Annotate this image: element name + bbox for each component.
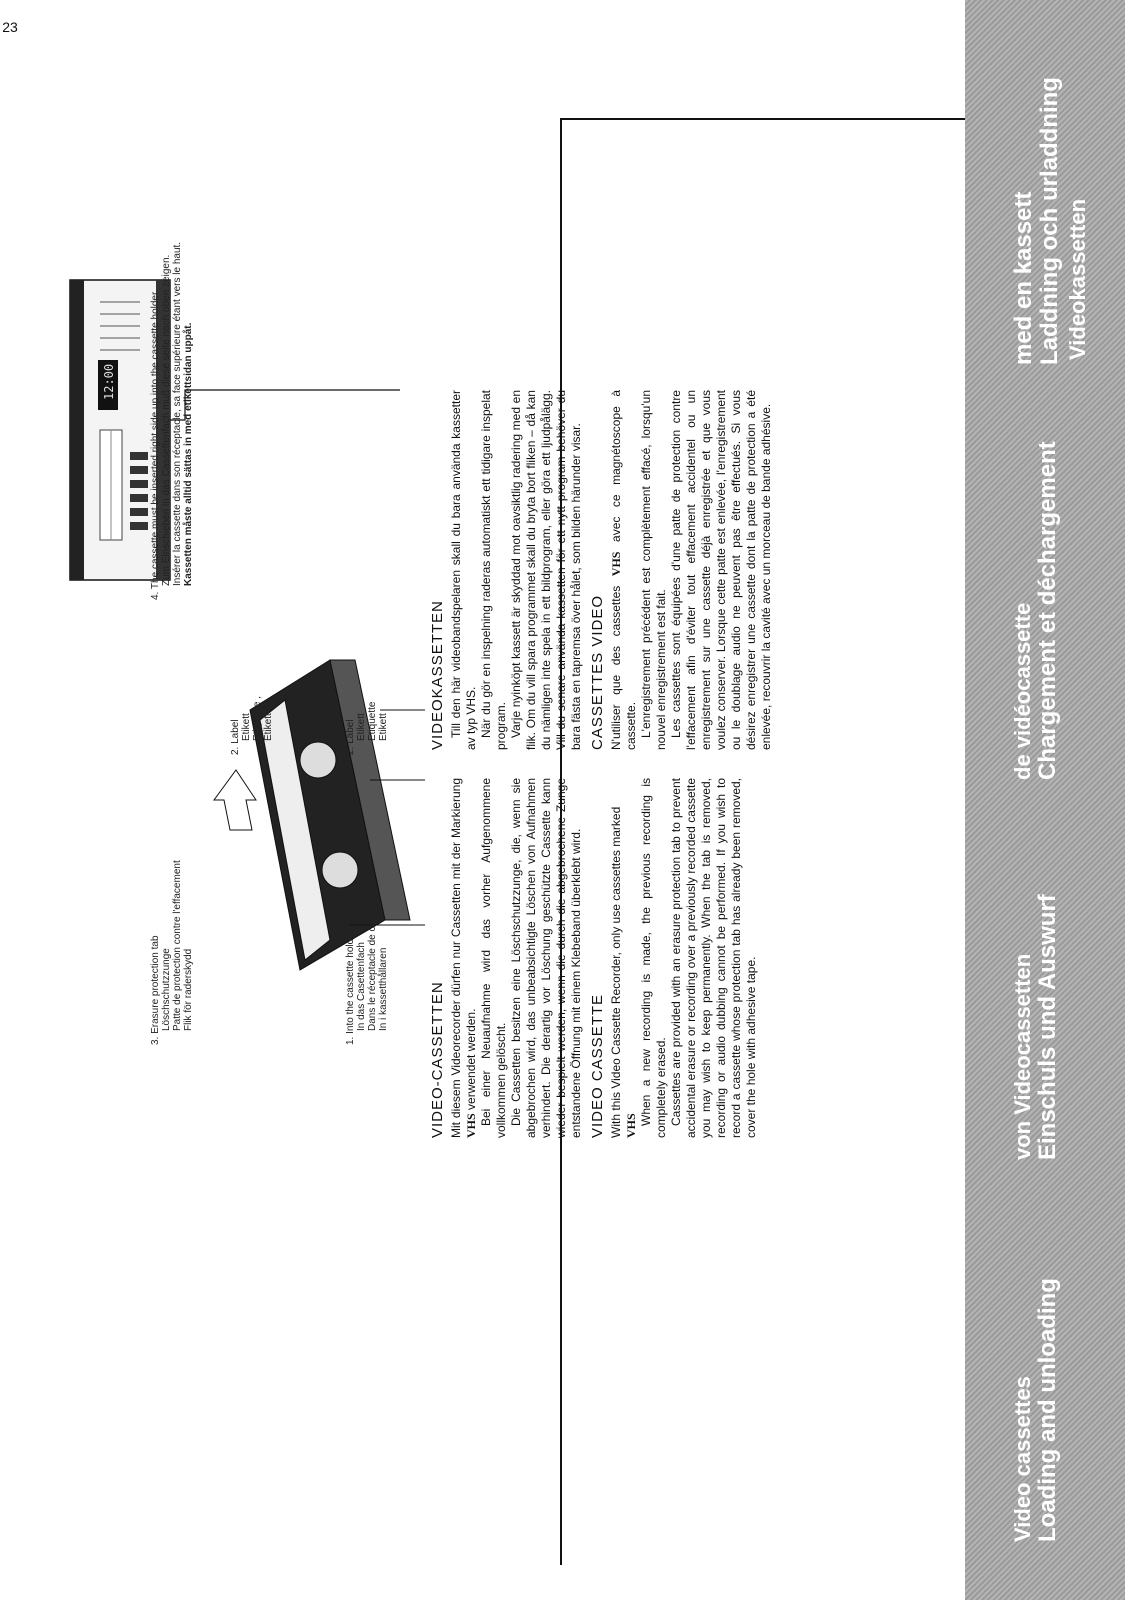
de-paragraph-1b: verwendet werden.	[464, 1008, 478, 1110]
en-paragraph-2: When a new recording is made, the previous recording is completely erased.	[639, 778, 668, 1138]
fr-paragraph-1: N'utiliser que des cassettes	[609, 585, 623, 750]
title-de-line1: Einschuls und Auswurf	[1034, 894, 1061, 1160]
caption-2a: 2. Label Etikett Etiquette Etikett	[345, 701, 389, 755]
vhs-logo-de: VHS	[464, 1113, 478, 1138]
caption-2b: 2. Label Etikett Etiquette , Etikett	[230, 695, 274, 755]
title-banner	[965, 0, 1125, 1600]
en-paragraph-1: With this Video Cassette Recorder, only use cassettes marked	[609, 806, 623, 1138]
cassette-illustration	[210, 640, 430, 1000]
frame-line-vertical	[560, 118, 965, 120]
title-fr-line1: Chargement et déchargement	[1034, 441, 1061, 780]
insert-arrow-icon	[214, 770, 256, 830]
de-paragraph-3: Die Cassetten besitzen eine Löschschutzzunge, die, wenn sie abgebrochen wird, das unbeabsichtigte Löschen von Aufnahmen verhindert. Die derartig vor Löschung geschützte Cassette kann wieder bespielt werden, wenn die durch die abgebrochene Zunge entstandene Öffnung mit einem Klebeband überklebt wird.	[509, 778, 583, 1138]
sv-paragraph-2: När du gör en inspelning raderas automatiskt ett tidigare inspelat program.	[479, 390, 508, 750]
en-paragraph-3: Cassettes are provided with an erasure protection tab to prevent accidental erasure or recording over a previously recorded cassette you may wish to keep permanently. When the tab is removed, recording or audio dubbing cannot be performed. If you wish to record a cassette whose protection tab has already been removed, cover the hole with adhesive tape.	[669, 778, 758, 1138]
title-sv-line1: Videokassetten	[1065, 198, 1090, 360]
en-title: VIDEO CASSETTE	[589, 993, 606, 1138]
title-en-line2: Video cassettes	[1010, 1376, 1035, 1542]
title-sv-line2: Laddning och urladdning	[1036, 77, 1063, 365]
de-paragraph-1: Mit diesem Videorecorder dürfen nur Cassetten mit der Markierung	[449, 778, 463, 1138]
fr-paragraph-1b: avec ce magnétoscope à cassette.	[609, 390, 638, 750]
section-swedish	[430, 390, 584, 750]
title-fr-line2: de vidéocassette	[1010, 602, 1035, 780]
vhs-logo-fr: VHS	[609, 551, 623, 577]
vcr-illustration	[60, 260, 400, 600]
fr-paragraph-2: L'enregistrement précédent est complètement effacé, lorsqu'un nouvel enregistrement est fait.	[639, 390, 668, 750]
title-sv-line3: med en kassett	[1010, 191, 1037, 365]
fr-paragraph-3: Les cassettes sont équipées d'une patte de protection contre l'effacement afin d'éviter tout effacement accidentel ou un enregistrement sur une cassette déjà enregistrée et que vous voulez conserver. Lorsque cette patte est enlevée, l'enregistrement ou le doublage audio ne peuvent pas être effectués. Si vous désirez enregistrer une cassette dont la patte de protection a été enlevée, recouvrir la cavité avec un morceau de bande adhésive.	[669, 390, 773, 750]
vcr-display-text: 12:00	[102, 363, 116, 400]
de-paragraph-2: Bei einer Neuaufnahme wird das vorher Aufgenommene vollkommen gelöscht.	[479, 778, 508, 1138]
de-title: VIDEO-CASSETTEN	[429, 981, 446, 1138]
section-german	[430, 778, 584, 1138]
sv-title: VIDEOKASSETTEN	[429, 600, 446, 750]
caption-4: 4. The cassette must be inserted right side up into the cassette holder. Zum Einschieben in das Cassettenfach muß diese seite nach oben zeigen. Insérer la cassette dans son réceptacle, sa face supérieure étant vers le haut. Kassetten måste alltid sättas in med etikettsidan uppåt.	[150, 241, 194, 600]
caption-1: 1. Into the cassette holder In das Casettenfach Dans le réceptacle de cassette In i kassetthållaren	[345, 894, 389, 1045]
section-english	[590, 778, 759, 1138]
section-french	[590, 390, 774, 750]
sv-paragraph-1: Till den här videobandspelaren skall du bara använda kassetter av typ VHS.	[449, 390, 478, 750]
fr-title: CASSETTES VIDEO	[589, 594, 606, 750]
page-number: 23	[2, 19, 18, 36]
sv-paragraph-3: Varje nyinköpt kassett är skyddad mot oavsiktlig radering med en flik. Om du vill spara programmet skall du bryta bort fliken – då kan du nämligen inte spela in ett bildprogram, eller göra ett ljudpålägg. Vill du senare använda kassetten för ett nytt program behöver du bara fästa en tapremsa över hålet, som bilden härunder visar.	[509, 390, 583, 750]
title-de-line2: von Videocassetten	[1010, 953, 1035, 1160]
vhs-logo: VHS	[624, 1113, 638, 1138]
title-en-line1: Loading and unloading	[1034, 1278, 1061, 1542]
caption-3: 3. Erasure protection tab Löschschutzzunge Patte de protection contre l'effacement Flik för raderskydd	[150, 860, 194, 1045]
